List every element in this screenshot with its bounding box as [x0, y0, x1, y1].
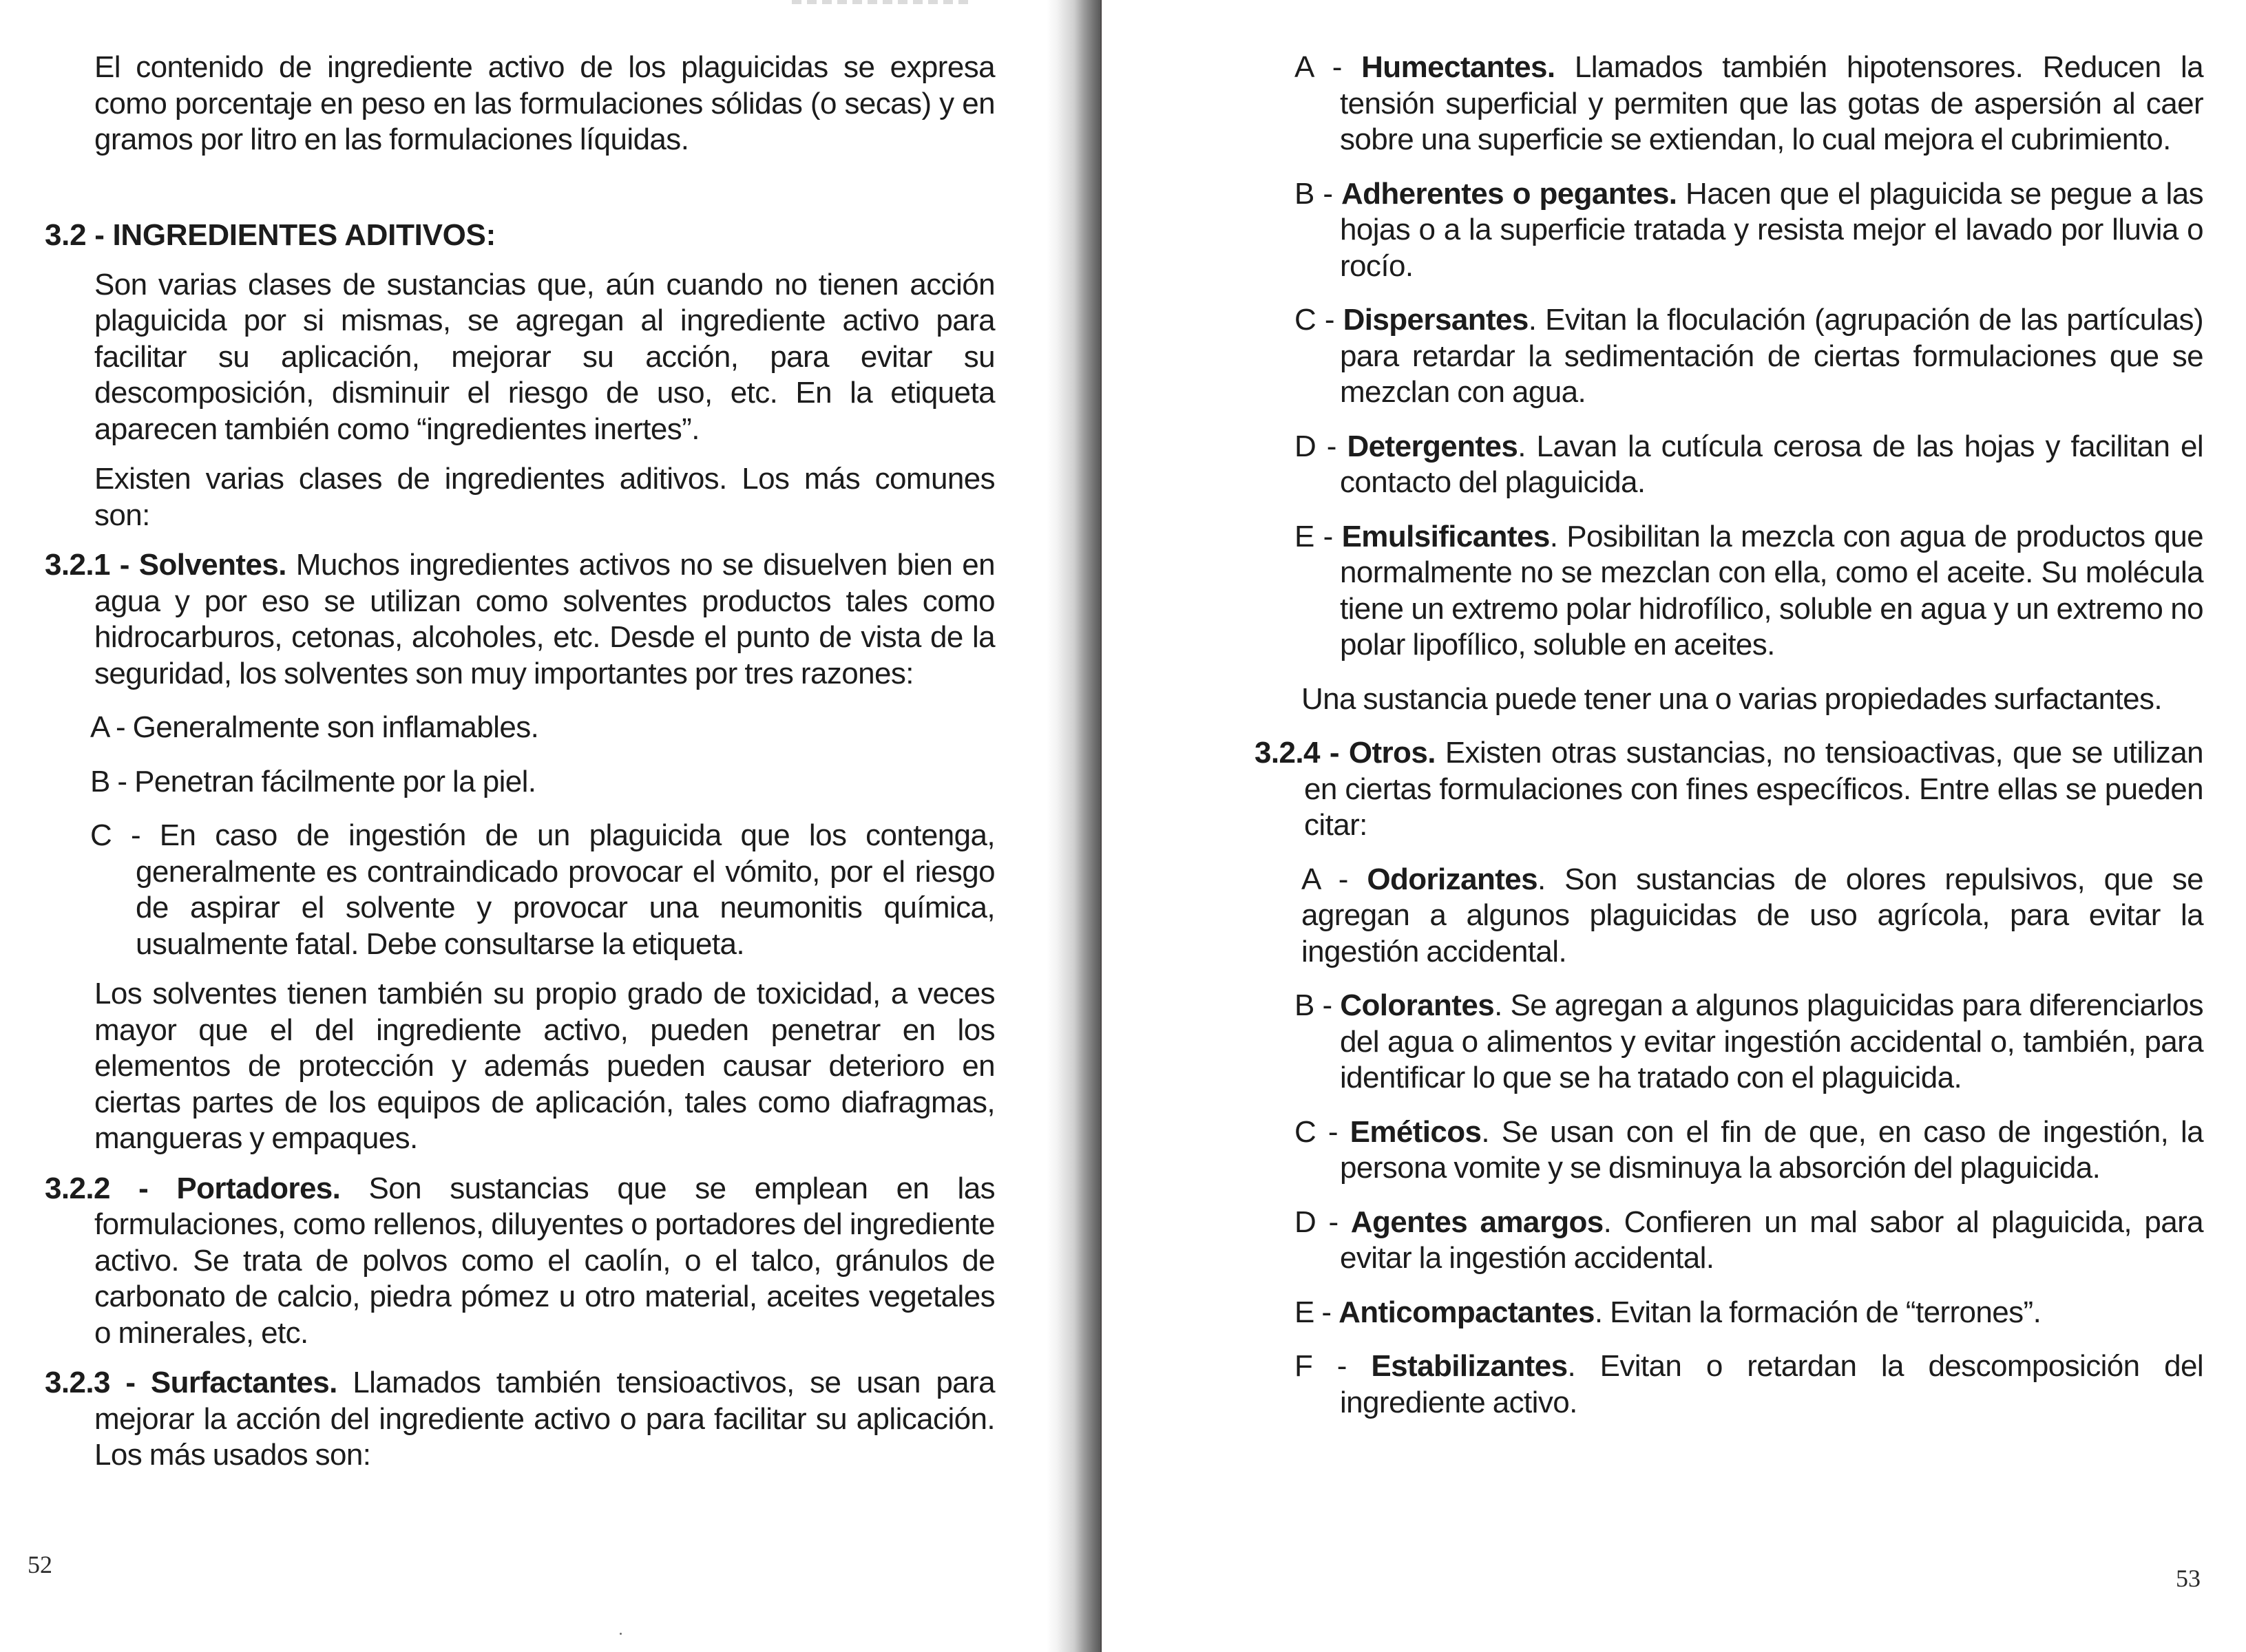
item-title: Agentes amargos [1350, 1205, 1604, 1239]
item-letter: A - [1294, 50, 1362, 84]
item-title: Emulsificantes [1341, 519, 1550, 553]
subsection-number: 3.2.1 - [45, 548, 139, 582]
item-letter: C - [1294, 1114, 1350, 1149]
list-item-anticompactantes [1294, 1295, 2203, 1331]
list-item-estabilizantes [1294, 1348, 2203, 1421]
item-title: Anticompactantes [1339, 1295, 1595, 1329]
subsection-surfactantes [45, 1365, 995, 1474]
item-text: . Evitan la formación de “terrones”. [1594, 1295, 2042, 1329]
list-item-colorantes [1294, 988, 2203, 1097]
item-title: Colorantes [1340, 988, 1495, 1022]
subsection-text: Son sustancias que se emplean en las formulaciones, como rellenos, diluyentes o portadores del ingrediente activo. Se trata de polvos como el caolín, o el talco, gránulos de carbonato de calcio, piedra pómez u otro material, aceites vegetales o minerales, etc. [94, 1171, 995, 1350]
item-letter: E - [1294, 519, 1342, 553]
item-text: . Lavan la cutícula cerosa de las hojas y facilitan el contacto del plaguicida. [1340, 429, 2203, 499]
list-item-agentes-amargos [1294, 1205, 2203, 1277]
item-letter: C - [1294, 303, 1343, 337]
list-item-odorizantes [1294, 862, 2203, 971]
item-letter: F - [1294, 1349, 1372, 1383]
list-item-detergentes [1294, 429, 2203, 501]
item-letter: D - [1294, 429, 1347, 463]
page-number-left: 52 [28, 1551, 52, 1578]
subsection-text: Existen otras sustancias, no tensioactivas, que se utilizan en ciertas formulaciones con fines específicos. Entre ellas se pueden citar: [1304, 736, 2203, 842]
item-text: Generalmente son inflamables. [132, 710, 539, 744]
item-text: . Evitan la floculación (agrupación de las partículas) para retardar la sedimentación de ciertas formulaciones que se mezclan con agua. [1340, 303, 2204, 409]
right-page-text [1255, 50, 2203, 1421]
solventes-toxicity-paragraph: Los solventes tienen también su propio grado de toxicidad, a veces mayor que el del ingrediente activo, pueden penetrar en los elementos de protección y además pueden causar deterioro en ciertas partes de los equipos de aplicación, tales como diafragmas, mangueras y empaques. [94, 977, 995, 1155]
item-letter: A - [90, 710, 133, 744]
subsection-portadores [45, 1171, 995, 1352]
page-number-right: 53 [2176, 1565, 2201, 1592]
item-text: En caso de ingestión de un plaguicida que los contenga, generalmente es contraindicado provocar el vómito, por el riesgo de aspirar el solvente y provocar una neumonitis química, usualmente fatal. Debe consultarse la etiqueta. [136, 818, 995, 961]
subsection-number: 3.2.2 - [45, 1171, 177, 1205]
item-letter: C - [90, 818, 160, 852]
subsection-title: Surfactantes. [150, 1366, 337, 1399]
list-item [90, 764, 995, 801]
subsection-text: Muchos ingredientes activos no se disuelven bien en agua y por eso se utilizan como solventes productos tales como hidrocarburos, cetonas, alcoholes, etc. Desde el punto de vista de la seguridad, los solventes son muy importantes por tres razones: [94, 548, 995, 690]
section-paragraph: Son varias clases de sustancias que, aún cuando no tienen acción plaguicida por si mismas, se agregan al ingrediente activo para facilitar su aplicación, mejorar su acción, para evitar su descomposición, disminuir el riesgo de uso, etc. En la etiqueta aparecen también como “ingredientes inertes”. [94, 267, 995, 446]
cut-off-running-header [792, 0, 971, 4]
subsection-text: Llamados también tensioactivos, se usan para mejorar la acción del ingrediente activo o para facilitar su aplicación. Los más usados son: [94, 1366, 995, 1472]
list-item-adherentes [1294, 176, 2203, 285]
list-item [90, 710, 995, 746]
list-item [90, 818, 995, 962]
subsection-number: 3.2.4 - [1255, 736, 1349, 770]
item-letter: B - [1294, 176, 1341, 211]
intro-paragraph: El contenido de ingrediente activo de los plaguicidas se expresa como porcentaje en peso en las formulaciones sólidas (o secas) y en gramos por litro en las formulaciones líquidas. [94, 50, 995, 156]
item-letter: B - [1294, 988, 1341, 1022]
item-title: Estabilizantes [1371, 1349, 1568, 1383]
surfactant-note: Una sustancia puede tener una o varias propiedades surfactantes. [1301, 681, 2162, 716]
solventes-reasons-list [45, 710, 995, 962]
item-title: Dispersantes [1343, 303, 1529, 337]
item-text: Penetran fácilmente por la piel. [134, 764, 536, 798]
item-letter: E - [1294, 1295, 1339, 1329]
left-page-text [45, 50, 995, 1474]
item-title: Odorizantes [1367, 862, 1538, 896]
item-letter: B - [90, 764, 135, 798]
list-item-emulsificantes [1294, 519, 2203, 664]
subsection-otros [1255, 735, 2203, 844]
left-page [0, 0, 1060, 1652]
item-text: Llamados también hipotensores. Reducen la tensión superficial y permiten que las gotas de aspersión al caer sobre una superficie se extiendan, lo cual mejora el cubrimiento. [1340, 50, 2203, 156]
item-letter: A - [1301, 862, 1367, 896]
item-title: Adherentes o pegantes. [1341, 176, 1677, 211]
item-text: . Confieren un mal sabor al plaguicida, para evitar la ingestión accidental. [1340, 1205, 2203, 1275]
otros-list [1255, 862, 2203, 1421]
item-text: . Se usan con el fin de que, en caso de ingestión, la persona vomite y se disminuya la absorción del plaguicida. [1340, 1114, 2203, 1185]
subsection-title: Portadores. [176, 1171, 341, 1205]
item-text: . Son sustancias de olores repulsivos, que se agregan a algunos plaguicidas de uso agrícola, para evitar la ingestión accidental. [1301, 862, 2203, 968]
subsection-title: Solventes. [138, 548, 286, 582]
item-title: Humectantes. [1361, 50, 1555, 84]
section-paragraph: Existen varias clases de ingredientes aditivos. Los más comunes son: [94, 462, 995, 532]
list-item-dispersantes [1294, 302, 2203, 411]
item-title: Eméticos [1350, 1114, 1482, 1149]
surfactant-types-list [1255, 50, 2203, 664]
list-item-emeticos [1294, 1114, 2203, 1187]
list-item-humectantes [1294, 50, 2203, 158]
item-letter: D - [1294, 1205, 1351, 1239]
item-text: . Posibilitan la mezcla con agua de productos que normalmente no se mezclan con ella, como el aceite. Su molécula tiene un extremo polar hidrofílico, soluble en agua y un extremo no polar lipofílico, soluble en aceites. [1340, 519, 2203, 661]
paper-speck [620, 1633, 622, 1635]
item-text: . Se agregan a algunos plaguicidas para diferenciarlos del agua o alimentos y evitar ingestión accidental o, también, para identificar lo que se ha tratado con el plaguicida. [1340, 988, 2203, 1094]
section-heading: 3.2 - INGREDIENTES ADITIVOS: [45, 218, 496, 252]
item-text: . Evitan o retardan la descomposición del ingrediente activo. [1340, 1349, 2203, 1419]
subsection-number: 3.2.3 - [45, 1366, 151, 1399]
subsection-solventes [45, 547, 995, 692]
item-text: Hacen que el plaguicida se pegue a las hojas o a la superficie tratada y resista mejor el lavado por lluvia o rocío. [1340, 176, 2203, 283]
item-title: Detergentes [1347, 429, 1518, 463]
subsection-title: Otros. [1348, 736, 1436, 770]
